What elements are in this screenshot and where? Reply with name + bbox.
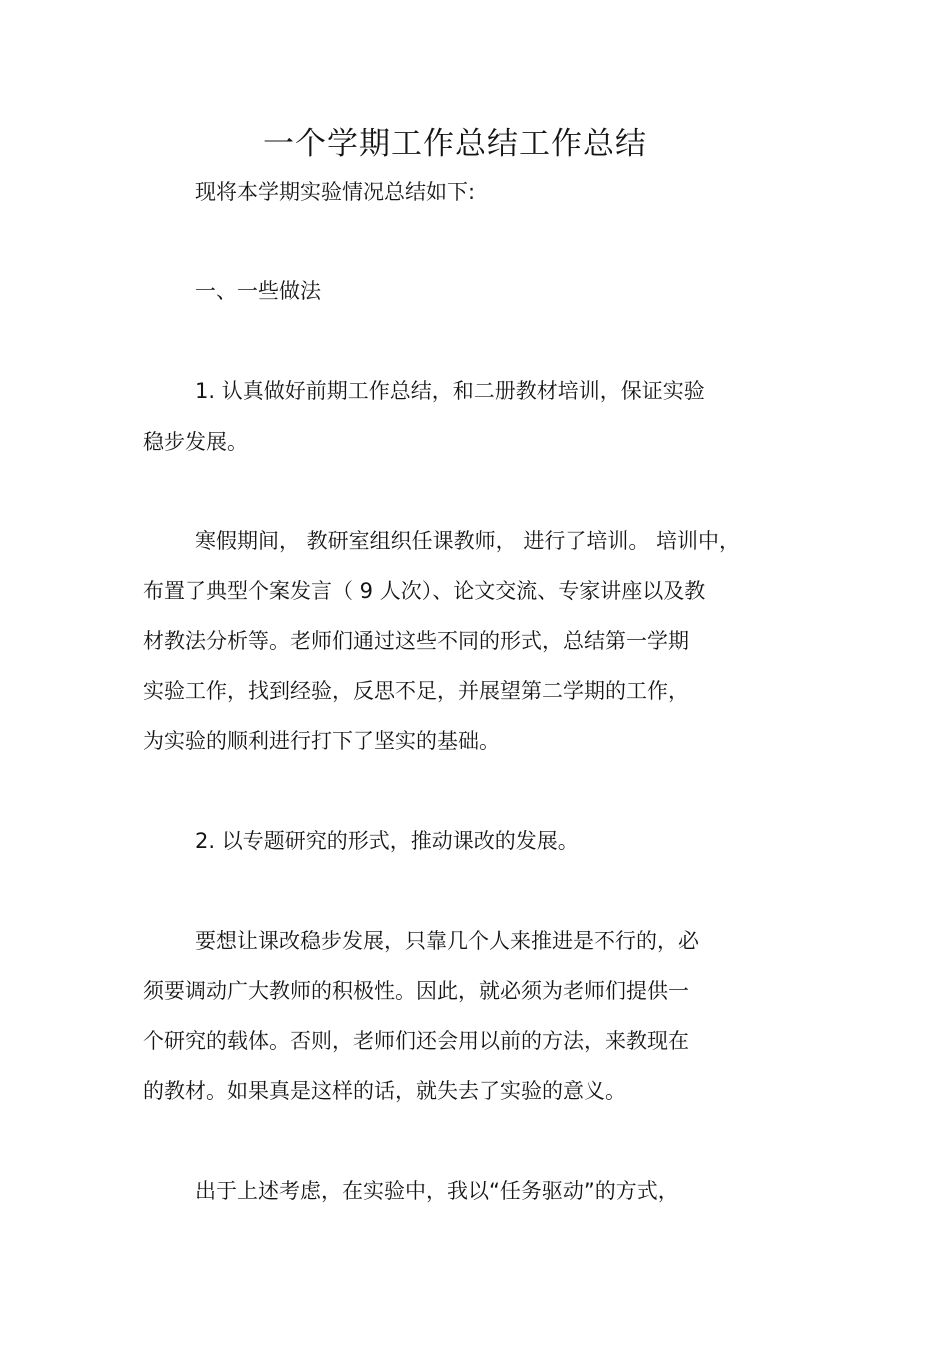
item-1-line-2: 稳步发展。 (143, 430, 248, 454)
paragraph-3-line-1: 出于上述考虑，在实验中，我以“任务驱动”的方式， (195, 1179, 679, 1203)
paragraph-1-line-2: 布置了典型个案发言（ 9 人次）、论文交流、专家讲座以及教 (143, 579, 706, 603)
paragraph-2-line-3: 个研究的载体。否则，老师们还会用以前的方法，来教现在 (143, 1029, 689, 1053)
paragraph-1-line-3: 材教法分析等。老师们通过这些不同的形式，总结第一学期 (143, 629, 689, 653)
paragraph-1-line-5: 为实验的顺利进行打下了坚实的基础。 (143, 729, 500, 753)
paragraph-2-line-2: 须要调动广大教师的积极性。因此，就必须为老师们提供一 (143, 979, 689, 1003)
paragraph-2-line-1: 要想让课改稳步发展，只靠几个人来推进是不行的，必 (195, 929, 699, 953)
item-1-line-1: 1. 认真做好前期工作总结，和二册教材培训，保证实验 (195, 379, 705, 403)
paragraph-2-line-4: 的教材。如果真是这样的话，就失去了实验的意义。 (143, 1079, 626, 1103)
section-heading: 一、一些做法 (195, 279, 321, 303)
paragraph-1-line-1: 寒假期间， 教研室组织任课教师， 进行了培训。 培训中， (195, 529, 741, 553)
intro-text: 现将本学期实验情况总结如下: (195, 180, 476, 204)
paragraph-1-line-4: 实验工作，找到经验，反思不足，并展望第二学期的工作， (143, 679, 689, 703)
document-title: 一个学期工作总结工作总结 (263, 126, 647, 162)
item-2-line-1: 2. 以专题研究的形式，推动课改的发展。 (195, 829, 579, 853)
